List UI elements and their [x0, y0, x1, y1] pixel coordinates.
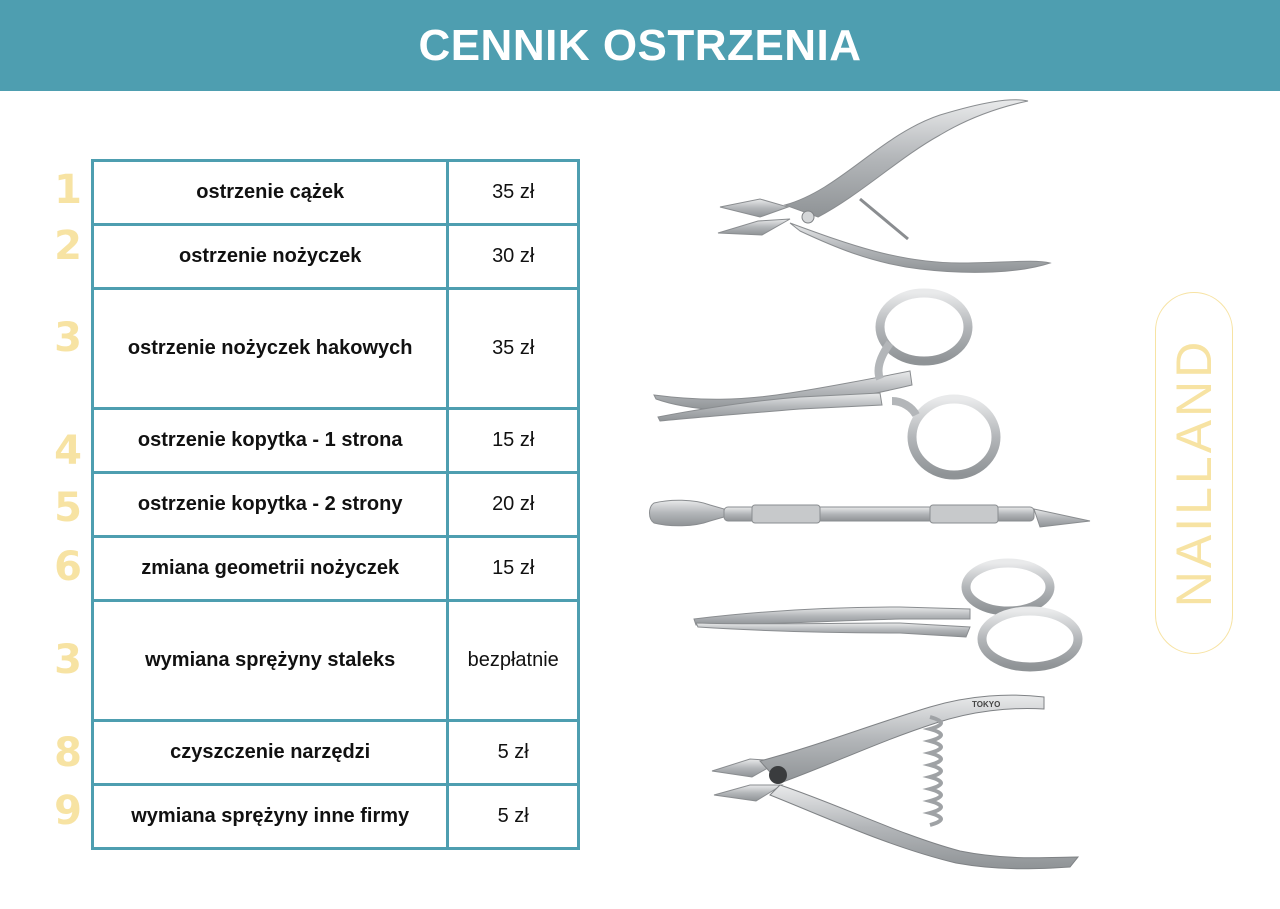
curved-scissors-icon	[654, 293, 996, 475]
row-number: 8	[54, 730, 82, 776]
service-name: wymiana sprężyny staleks	[93, 601, 448, 721]
row-number: 3	[54, 315, 82, 361]
table-row	[93, 601, 579, 721]
tool-brand-label: TOKYO	[972, 700, 1001, 709]
row-number: 5	[54, 485, 82, 531]
table-row	[93, 537, 579, 601]
service-price: 35 zł	[448, 289, 579, 409]
service-name: wymiana sprężyny inne firmy	[93, 785, 448, 849]
service-price: 30 zł	[448, 225, 579, 289]
tools-illustration	[640, 95, 1110, 885]
brand-text: NAILLAND	[1166, 338, 1222, 608]
price-table	[91, 159, 580, 850]
row-number: 9	[54, 788, 82, 834]
brand-logo	[1155, 292, 1233, 654]
table-row	[93, 721, 579, 785]
table-row	[93, 161, 579, 225]
service-price: 15 zł	[448, 409, 579, 473]
service-price: 20 zł	[448, 473, 579, 537]
service-name: zmiana geometrii nożyczek	[93, 537, 448, 601]
service-price: 35 zł	[448, 161, 579, 225]
header-banner	[0, 0, 1280, 91]
row-number: 4	[54, 428, 82, 474]
table-row	[93, 225, 579, 289]
service-name: ostrzenie nożyczek hakowych	[93, 289, 448, 409]
row-number: 3	[54, 637, 82, 683]
row-number: 6	[54, 544, 82, 590]
table-row	[93, 409, 579, 473]
service-price: 5 zł	[448, 721, 579, 785]
service-name: ostrzenie kopytka - 1 strona	[93, 409, 448, 473]
spring-nipper-icon	[712, 695, 1078, 869]
page-title: CENNIK OSTRZENIA	[418, 20, 862, 70]
service-name: ostrzenie kopytka - 2 strony	[93, 473, 448, 537]
row-number: 1	[54, 167, 82, 213]
table-row	[93, 289, 579, 409]
row-number: 2	[54, 223, 82, 269]
service-name: czyszczenie narzędzi	[93, 721, 448, 785]
service-price: 15 zł	[448, 537, 579, 601]
cuticle-nipper-icon	[718, 100, 1050, 273]
service-name: ostrzenie cążek	[93, 161, 448, 225]
table-row	[93, 473, 579, 537]
service-price: bezpłatnie	[448, 601, 579, 721]
cuticle-pusher-icon	[650, 500, 1091, 527]
table-row	[93, 785, 579, 849]
service-name: ostrzenie nożyczek	[93, 225, 448, 289]
service-price: 5 zł	[448, 785, 579, 849]
cuticle-scissors-icon	[694, 563, 1078, 667]
